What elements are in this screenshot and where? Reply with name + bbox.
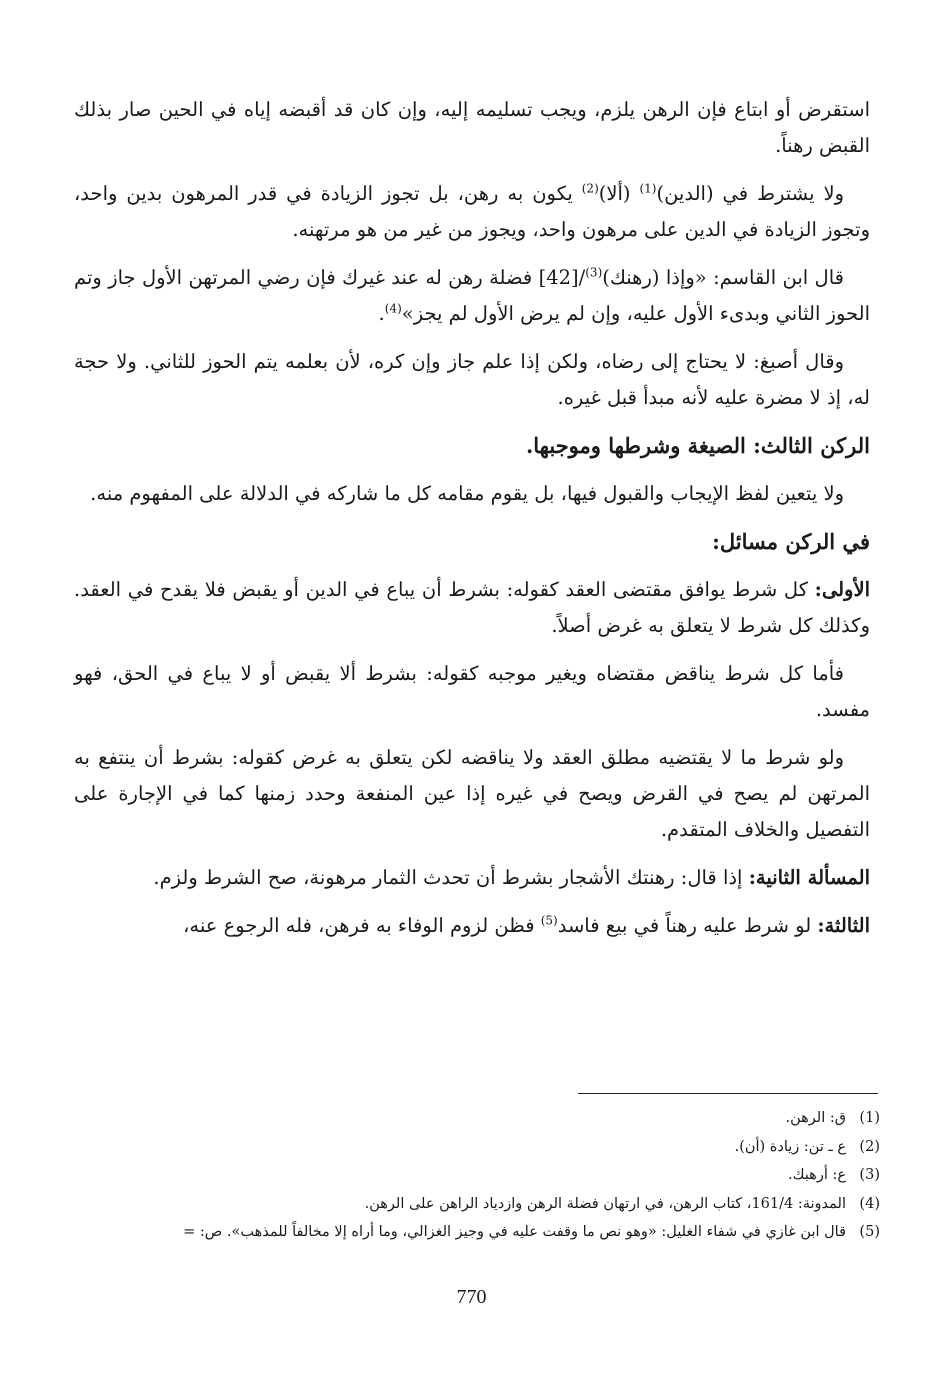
section-heading-text: الصيغة وشرطها وموجبها.	[525, 433, 754, 458]
paragraph-10-text-a: لو شرط عليه رهناً في بيع فاسد	[557, 914, 818, 937]
footnote-text: قال ابن غازي في شفاء الغليل: «وهو نص ما وقفت عليه في وجيز الغزالي، وما أراه إلا مخالفاً للمذهب». ص: =	[183, 1224, 846, 1240]
footnote-marker-5: (5)	[540, 913, 558, 928]
footnote-3	[74, 1161, 880, 1190]
paragraph-2-text-b: (ألا)	[598, 182, 640, 205]
paragraph-2-text-c: يكون به رهن، بل تجوز الزيادة في قدر المرهون بدين واحد، وتجوز الزيادة في الدين على مرهون واحد، ويجوز من غير من هو مرتهنه.	[74, 182, 870, 241]
paragraph-2-text-a: ولا يشترط في (الدين)	[656, 182, 844, 205]
section-heading-third-pillar	[74, 428, 870, 464]
paragraph-6-lead: الأولى:	[814, 578, 870, 601]
paragraph-6	[74, 572, 870, 644]
footnote-number: (1)	[859, 1110, 880, 1126]
footnote-number: (3)	[859, 1167, 880, 1183]
paragraph-2	[74, 176, 870, 248]
footnote-number: (4)	[859, 1195, 880, 1212]
footnote-2	[74, 1133, 880, 1162]
subsection-heading-issues: في الركن مسائل:	[712, 529, 870, 554]
footnote-text: ع ـ تن: زيادة (أن).	[734, 1138, 846, 1155]
footnote-marker-1: (1)	[639, 181, 657, 196]
section-heading-label: الركن الثالث:	[753, 433, 870, 458]
footnote-text: ع: أرهبك.	[787, 1167, 846, 1183]
paragraph-9-lead: المسألة الثانية:	[748, 866, 870, 889]
footnote-text: ق: الرهن.	[785, 1110, 846, 1126]
paragraph-8-text: ولو شرط ما لا يقتضيه مطلق العقد ولا يناقضه لكن يتعلق به غرض كقوله: بشرط أن ينتفع به المرتهن لم يصح في القرض ويصح في غيره إذا عين المنفعة وحدد زمنها كما في الإجارة على التفصيل والخلاف المتقدم.	[74, 746, 870, 841]
paragraph-4-text: وقال أصبغ: لا يحتاج إلى رضاه، ولكن إذا علم جاز وإن كره، لأن بعلمه يتم الحوز للثاني. ولا حجة له، إذ لا مضرة عليه لأنه مبدأ قبل غيره.	[74, 350, 870, 409]
paragraph-9-text: إذا قال: رهنتك الأشجار بشرط أن تحدث الثمار مرهونة، صح الشرط ولزم.	[153, 866, 749, 889]
footnote-divider	[578, 1093, 878, 1094]
footnotes	[74, 1104, 880, 1247]
page-number: 770	[456, 1286, 487, 1308]
footnote-4	[74, 1190, 880, 1219]
paragraph-7	[74, 656, 870, 728]
paragraph-3	[74, 260, 870, 332]
paragraph-10	[74, 908, 870, 944]
paragraph-4	[74, 344, 870, 416]
footnote-number: (5)	[859, 1224, 880, 1240]
paragraph-10-lead: الثالثة:	[817, 914, 870, 937]
paragraph-1	[74, 92, 870, 164]
paragraph-6-text: كل شرط يوافق مقتضى العقد كقوله: بشرط أن يباع في الدين أو يقبض فلا يقدح في العقد. وكذلك كل شرط لا يتعلق به غرض أصلاً.	[74, 578, 870, 637]
paragraph-5-text: ولا يتعين لفظ الإيجاب والقبول فيها، بل يقوم مقامه كل ما شاركه في الدلالة على المفهوم منه.	[90, 482, 844, 505]
footnote-marker-4: (4)	[384, 301, 402, 316]
paragraph-8	[74, 740, 870, 848]
paragraph-7-text: فأما كل شرط يناقض مقتضاه ويغير موجبه كقوله: بشرط ألا يقبض أو لا يباع في الحق، فهو مفسد.	[74, 662, 870, 721]
paragraph-3-text-a: قال ابن القاسم: «وإذا (رهنك)	[602, 266, 844, 289]
footnote-1	[74, 1104, 880, 1133]
footnote-number: (2)	[859, 1138, 880, 1155]
paragraph-9	[74, 860, 870, 896]
paragraph-5	[74, 476, 870, 512]
main-text	[74, 92, 870, 956]
footnote-marker-2: (2)	[581, 181, 599, 196]
footnote-marker-3: (3)	[585, 265, 603, 280]
paragraph-10-text-b: فظن لزوم الوفاء به فرهن، فله الرجوع عنه،	[183, 914, 541, 937]
footnote-5	[74, 1218, 880, 1247]
paragraph-3-text-c: .	[378, 302, 385, 325]
paragraph-1-text: استقرض أو ابتاع فإن الرهن يلزم، ويجب تسليمه إليه، وإن كان قد أقبضه إياه في الحين صار بذلك القبض رهناً.	[74, 98, 870, 157]
paragraph-3-text-b: /[42] فضلة رهن له عند غيرك فإن رضي المرتهن الأول جاز وتم الحوز الثاني وبدىء الأول عليه، وإن لم يرض الأول لم يجز»	[74, 266, 870, 325]
footnote-text: المدونة: 161/4، كتاب الرهن، في ارتهان فضلة الرهن وازدياد الراهن على الرهن.	[364, 1195, 846, 1212]
